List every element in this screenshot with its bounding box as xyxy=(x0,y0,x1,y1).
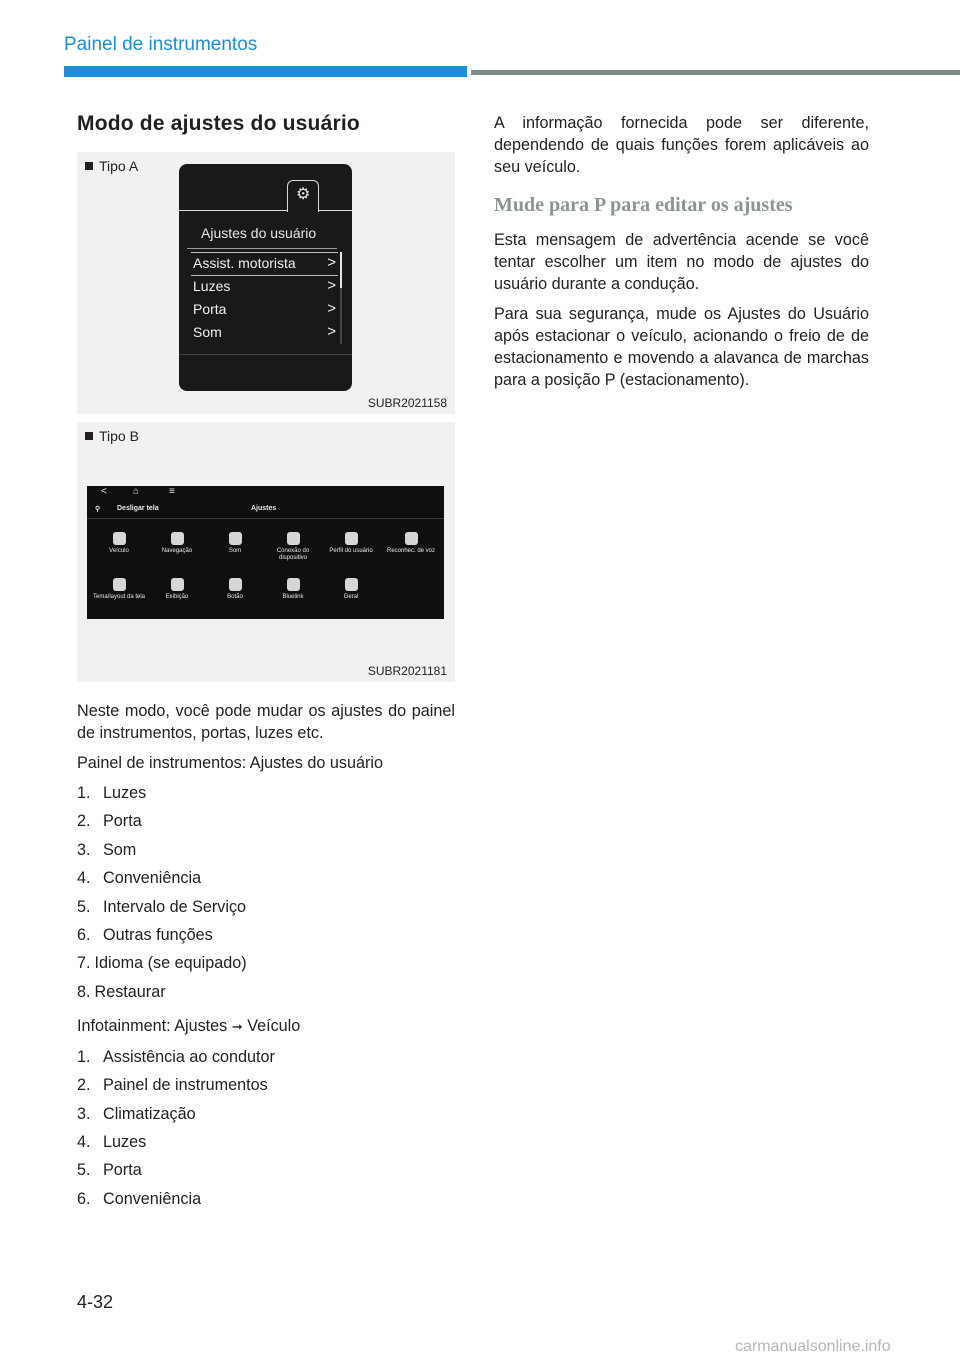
list-item: 1. Luzes xyxy=(77,784,147,802)
list-item: 2. Porta xyxy=(77,812,142,831)
button-icon xyxy=(229,578,242,591)
left-column xyxy=(77,112,455,1216)
safety-paragraph: Para sua segurança, mude os Ajustes do Usuário após estacionar o veículo, acionando o freio de de estacionamento e movendo a alavanca de marchas para a posição P (estacionamento). xyxy=(494,305,869,389)
section-heading: Modo de ajustes do usuário xyxy=(77,112,360,135)
display-icon xyxy=(171,578,184,591)
list-item: 6. Outras funções xyxy=(77,925,213,944)
scrollbar-thumb xyxy=(340,252,342,288)
page-number: 4-32 xyxy=(77,1292,114,1312)
profile-icon xyxy=(345,532,358,545)
tab-line xyxy=(179,210,352,211)
infotainment-list xyxy=(77,1046,455,1210)
chevron-right-icon: > xyxy=(327,277,336,294)
info-paragraph: A informação fornecida pode ser diferente, dependendo de quais funções forem aplicáveis ao seu veículo. xyxy=(494,114,869,176)
cluster-settings-list xyxy=(77,782,455,1003)
app-botao: Botão xyxy=(207,578,263,601)
list-item: 6. Conveniência xyxy=(77,1189,202,1208)
bottom-line xyxy=(179,354,352,355)
list-item: 3. Climatização xyxy=(77,1104,196,1123)
settings-tab xyxy=(287,180,319,212)
car-icon xyxy=(113,532,126,545)
menu-icon: ≡ xyxy=(169,486,175,497)
app-bluelink: Bluelink xyxy=(265,578,321,601)
list-item: 7. Idioma (se equipado) xyxy=(77,954,247,973)
app-geral: Geral xyxy=(323,578,379,601)
menu-item-som: Som > xyxy=(193,323,336,340)
cluster-screen xyxy=(179,164,352,391)
infotainment-screen xyxy=(87,486,444,619)
list-item: 8. Restaurar xyxy=(77,982,166,1001)
list-item: 4. Luzes xyxy=(77,1132,147,1151)
subsection-heading: Mude para P para editar os ajustes xyxy=(494,194,793,216)
sound-icon xyxy=(229,532,242,545)
list-item: 2. Painel de instrumentos xyxy=(77,1076,268,1095)
list-item: 1. Assistência ao condutor xyxy=(77,1047,275,1066)
figure-b-code: SUBR2021181 xyxy=(367,664,447,678)
figure-a-label xyxy=(85,158,138,174)
app-voz: Reconhec. de voz xyxy=(383,532,439,555)
voice-icon xyxy=(405,532,418,545)
list-item: 4. Conveniência xyxy=(77,869,202,888)
app-tema: Tema/layout da tela xyxy=(91,578,147,601)
app-navegacao: Navegação xyxy=(149,532,205,555)
app-perfil: Perfil do usuário xyxy=(323,532,379,555)
figure-b-label xyxy=(85,428,139,444)
menu-item-assist: Assist. motorista > xyxy=(191,252,338,276)
figure-tipo-b xyxy=(77,422,455,682)
infotainment-paragraph: Infotainment: Ajustes ➞ Veículo xyxy=(77,1016,301,1035)
screen-menu-title: Ajustes do usuário xyxy=(201,225,317,241)
right-column xyxy=(494,112,869,399)
chevron-right-icon: > xyxy=(327,300,336,317)
menu-item-porta: Porta > xyxy=(193,300,336,317)
header-bar-gray xyxy=(471,70,960,75)
theme-icon xyxy=(113,578,126,591)
bluelink-icon xyxy=(287,578,300,591)
title-underline xyxy=(187,248,337,249)
header-section-title: Painel de instrumentos xyxy=(64,34,258,55)
figure-b-label-text: Tipo B xyxy=(99,428,139,444)
header-bar-blue xyxy=(64,66,467,77)
gear-icon xyxy=(345,578,358,591)
gear-icon: ⚙ xyxy=(296,186,311,203)
list-item: 3. Som xyxy=(77,840,137,859)
app-veiculo: Veículo xyxy=(91,532,147,555)
list-item: 5. Intervalo de Serviço xyxy=(77,897,247,916)
list-item: 5. Porta xyxy=(77,1161,142,1180)
back-icon: < xyxy=(101,486,107,497)
turn-off-screen-label: Desligar tela xyxy=(117,505,159,512)
chevron-right-icon: > xyxy=(327,323,336,340)
screen-topbar xyxy=(87,486,444,500)
menu-item-luzes: Luzes > xyxy=(193,277,336,294)
app-exibicao: Exibição xyxy=(149,578,205,601)
phone-icon xyxy=(287,532,300,545)
app-conexao: Conexão do dispositivo xyxy=(265,532,321,562)
square-bullet-icon xyxy=(85,162,93,170)
chevron-right-icon: > xyxy=(327,254,336,271)
screen-title: Ajustes xyxy=(251,505,277,512)
square-bullet-icon xyxy=(85,432,93,440)
cluster-settings-paragraph: Painel de instrumentos: Ajustes do usuário xyxy=(77,754,383,772)
screen-subbar xyxy=(87,502,444,519)
search-icon: ⚲ xyxy=(95,506,101,513)
arrow-right-icon: ➞ xyxy=(231,1018,243,1034)
warning-paragraph: Esta mensagem de advertência acende se você tentar escolher um item no modo de ajustes do usuário durante a condução. xyxy=(494,231,869,293)
navigation-icon xyxy=(171,532,184,545)
intro-paragraph: Neste modo, você pode mudar os ajustes do painel de instrumentos, portas, luzes etc. xyxy=(77,702,455,742)
figure-tipo-a xyxy=(77,152,455,414)
figure-a-label-text: Tipo A xyxy=(99,158,139,174)
watermark: carmanualsonline.info xyxy=(735,1338,891,1355)
figure-a-code: SUBR2021158 xyxy=(367,396,447,410)
app-som: Som xyxy=(207,532,263,555)
home-icon: ⌂ xyxy=(133,486,140,497)
